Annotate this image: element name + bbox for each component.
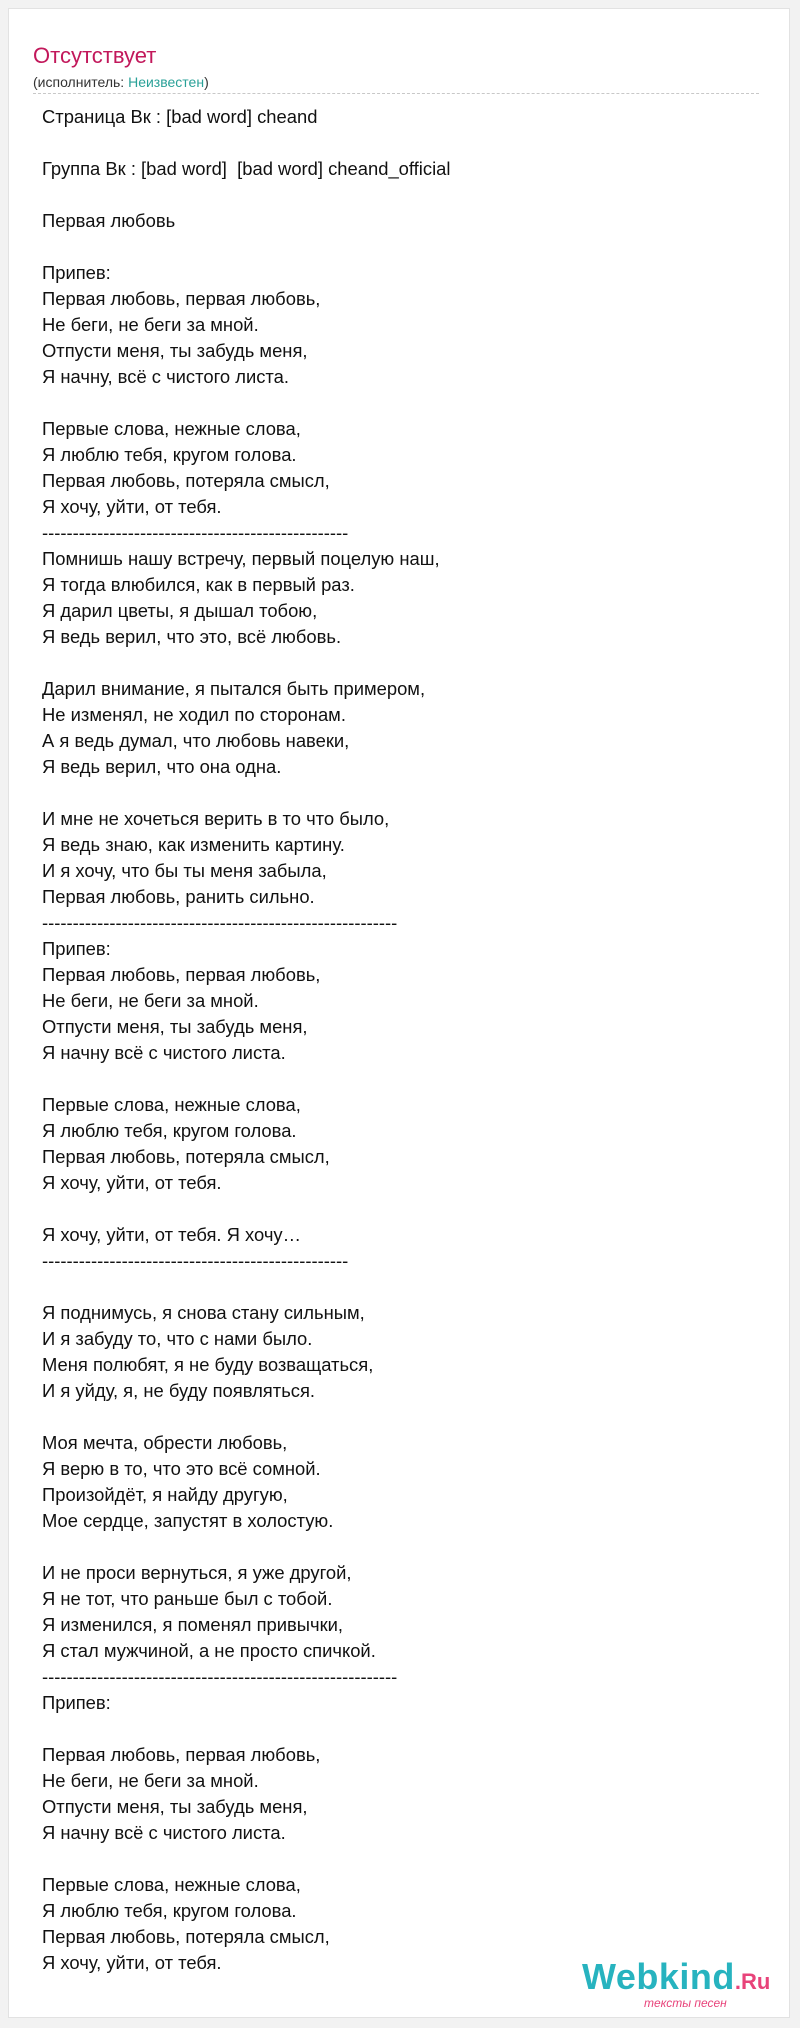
lyric-line xyxy=(42,780,762,806)
lyric-line: Помнишь нашу встречу, первый поцелую наш, xyxy=(42,548,440,569)
lyric-line: И я хочу, что бы ты меня забыла, xyxy=(42,860,327,881)
lyric-line xyxy=(42,390,762,416)
lyric-line: Не беги, не беги за мной. xyxy=(42,1770,259,1791)
lyric-line xyxy=(42,234,762,260)
lyric-line: Припев: xyxy=(42,262,111,283)
lyric-line: Первые слова, нежные слова, xyxy=(42,418,301,439)
lyric-line: Первая любовь, ранить сильно. xyxy=(42,886,315,907)
lyric-line: Я начну всё с чистого листа. xyxy=(42,1042,286,1063)
lyric-line: Я ведь знаю, как изменить картину. xyxy=(42,834,345,855)
lyric-line: Первые слова, нежные слова, xyxy=(42,1874,301,1895)
logo-name: Webkind xyxy=(582,1956,735,1997)
lyric-line: Не беги, не беги за мной. xyxy=(42,990,259,1011)
lyric-line: Я ведь верил, что это, всё любовь. xyxy=(42,626,342,647)
lyric-line: Я хочу, уйти, от тебя. xyxy=(42,1172,222,1193)
artist-link[interactable]: Неизвестен xyxy=(128,74,205,90)
lyrics-text xyxy=(42,104,762,1976)
lyric-line: Дарил внимание, я пытался быть примером, xyxy=(42,678,426,699)
lyric-line: -------------------------------------------------- xyxy=(42,1250,349,1271)
lyric-line: И не проси вернуться, я уже другой, xyxy=(42,1562,352,1583)
lyric-line: Припев: xyxy=(42,1692,111,1713)
lyric-line xyxy=(42,130,762,156)
lyric-line: Отпусти меня, ты забудь меня, xyxy=(42,340,308,361)
lyric-line: Первая любовь, первая любовь, xyxy=(42,964,321,985)
lyric-line: Я люблю тебя, кругом голова. xyxy=(42,1120,297,1141)
lyric-line: Я поднимусь, я снова стану сильным, xyxy=(42,1302,365,1323)
lyric-line: А я ведь думал, что любовь навеки, xyxy=(42,730,350,751)
lyric-line: Я изменился, я поменял привычки, xyxy=(42,1614,344,1635)
lyric-line: Я хочу, уйти, от тебя. Я хочу… xyxy=(42,1224,302,1245)
lyric-line: Я верю в то, что это всё сомной. xyxy=(42,1458,321,1479)
lyric-line: ---------------------------------------------------------- xyxy=(42,1666,398,1687)
lyric-line xyxy=(42,1274,762,1300)
lyric-line xyxy=(42,1196,762,1222)
lyric-line: Моя мечта, обрести любовь, xyxy=(42,1432,288,1453)
lyric-line: Произойдёт, я найду другую, xyxy=(42,1484,288,1505)
logo-tagline: тексты песен xyxy=(644,1996,727,2010)
lyric-line: Я начну всё с чистого листа. xyxy=(42,1822,286,1843)
lyric-line: Я не тот, что раньше был с тобой. xyxy=(42,1588,333,1609)
lyric-line: Первая любовь, первая любовь, xyxy=(42,1744,321,1765)
lyric-line: Меня полюбят, я не буду возващаться, xyxy=(42,1354,374,1375)
lyric-line: Отпусти меня, ты забудь меня, xyxy=(42,1016,308,1037)
header-divider xyxy=(33,93,759,94)
lyric-line xyxy=(42,182,762,208)
lyric-line: Первая любовь, потеряла смысл, xyxy=(42,1926,330,1947)
lyric-line: Первая любовь, потеряла смысл, xyxy=(42,470,330,491)
lyric-line: Я стал мужчиной, а не просто спичкой. xyxy=(42,1640,376,1661)
lyric-line: Я дарил цветы, я дышал тобою, xyxy=(42,600,318,621)
lyric-line xyxy=(42,1404,762,1430)
logo-tld: .Ru xyxy=(734,1969,771,1994)
webkind-logo[interactable] xyxy=(582,1956,771,2010)
artist-suffix: ) xyxy=(204,74,209,90)
lyric-line: Я хочу, уйти, от тебя. xyxy=(42,1952,222,1973)
lyric-line: ---------------------------------------------------------- xyxy=(42,912,398,933)
lyric-line: Я ведь верил, что она одна. xyxy=(42,756,282,777)
artist-prefix: (исполнитель: xyxy=(33,74,129,90)
lyric-line xyxy=(42,1534,762,1560)
lyric-line: Отпусти меня, ты забудь меня, xyxy=(42,1796,308,1817)
artist-line xyxy=(33,73,209,91)
lyric-line: Не беги, не беги за мной. xyxy=(42,314,259,335)
lyric-line: -------------------------------------------------- xyxy=(42,522,349,543)
lyric-line: Страница Вк : [bad word] cheand xyxy=(42,106,318,127)
lyric-line: Первая любовь xyxy=(42,210,176,231)
lyric-line xyxy=(42,1846,762,1872)
lyric-line: Первая любовь, первая любовь, xyxy=(42,288,321,309)
lyric-line: Первые слова, нежные слова, xyxy=(42,1094,301,1115)
lyric-line xyxy=(42,1066,762,1092)
lyric-line: Я люблю тебя, кругом голова. xyxy=(42,444,297,465)
lyric-line: И я забуду то, что с нами было. xyxy=(42,1328,313,1349)
lyric-line xyxy=(42,650,762,676)
lyric-line: Припев: xyxy=(42,938,111,959)
lyric-line: Группа Вк : [bad word] [bad word] cheand_official xyxy=(42,158,451,179)
lyric-line: И я уйду, я, не буду появляться. xyxy=(42,1380,316,1401)
lyric-line: Я тогда влюбился, как в первый раз. xyxy=(42,574,355,595)
song-title: Отсутствует xyxy=(33,43,157,68)
lyric-line: Мое сердце, запустят в холостую. xyxy=(42,1510,334,1531)
lyric-line: Я начну, всё с чистого листа. xyxy=(42,366,289,387)
lyric-line: Я хочу, уйти, от тебя. xyxy=(42,496,222,517)
lyric-line: Не изменял, не ходил по сторонам. xyxy=(42,704,346,725)
lyric-line: И мне не хочеться верить в то что было, xyxy=(42,808,390,829)
lyric-line: Первая любовь, потеряла смысл, xyxy=(42,1146,330,1167)
lyric-line: Я люблю тебя, кругом голова. xyxy=(42,1900,297,1921)
lyric-line xyxy=(42,1716,762,1742)
